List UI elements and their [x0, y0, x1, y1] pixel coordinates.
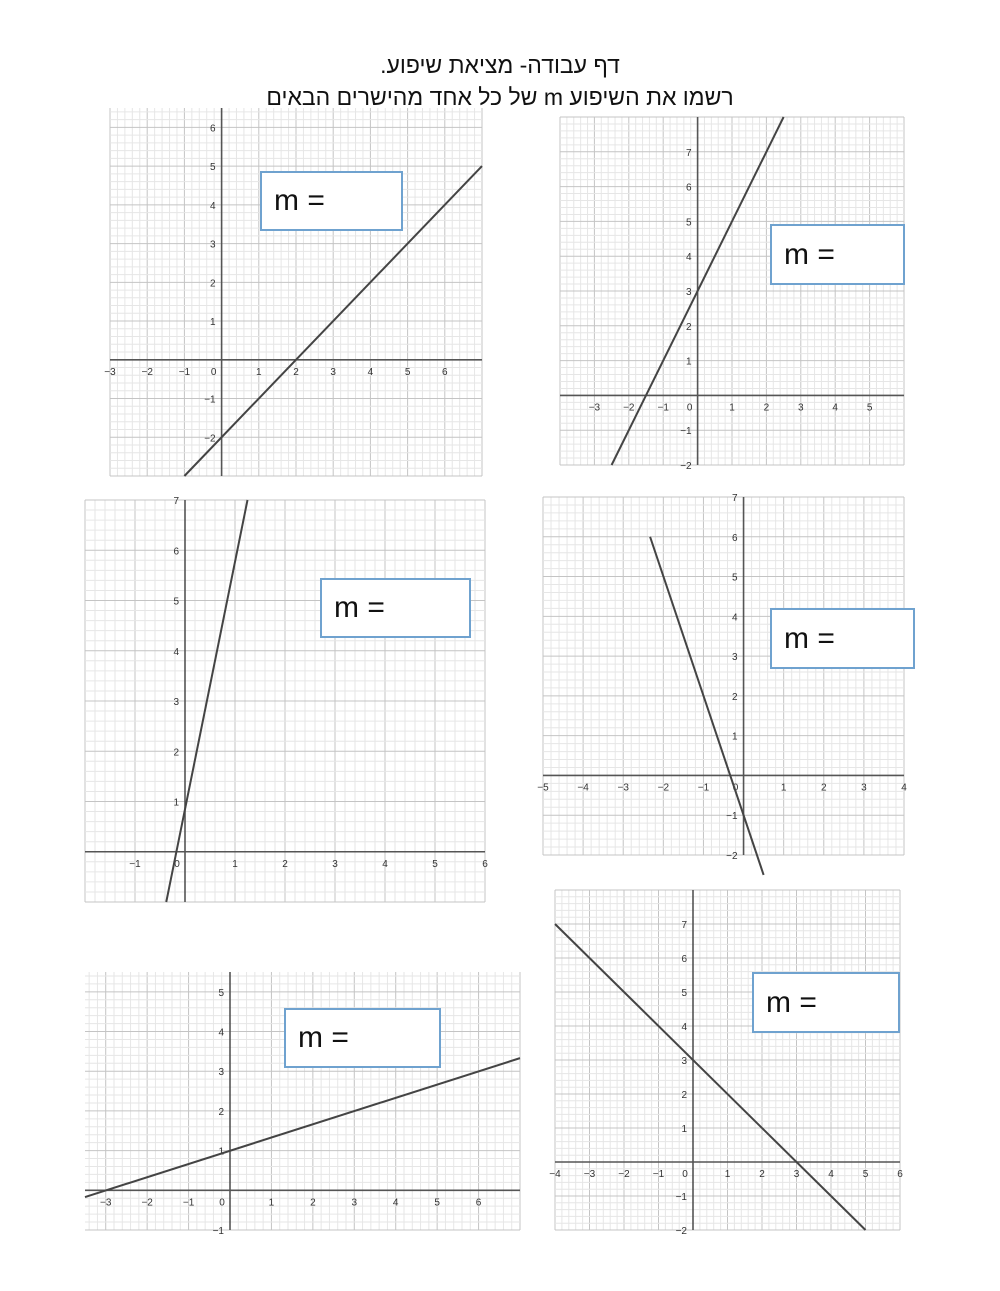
y-tick-label: 2	[210, 278, 216, 290]
x-tick-label: −1	[697, 782, 710, 794]
x-tick-label: −1	[657, 402, 669, 414]
answer-label: m =	[784, 621, 835, 655]
y-tick-label: 6	[731, 532, 738, 544]
x-tick-label: 4	[901, 782, 907, 794]
y-tick-label: 6	[210, 123, 216, 135]
y-tick-label: 1	[210, 317, 216, 329]
y-tick-label: 1	[173, 797, 179, 809]
x-tick-label: 6	[442, 366, 448, 378]
x-tick-label: 2	[293, 366, 299, 378]
y-tick-label: 3	[210, 239, 216, 251]
x-tick-label: −3	[583, 1169, 596, 1180]
x-tick-label: 0	[686, 402, 693, 414]
x-tick-label: −1	[652, 1169, 665, 1180]
y-tick-label: 2	[218, 1106, 224, 1118]
x-tick-label: −3	[100, 1197, 112, 1209]
graph-2	[560, 117, 904, 472]
x-tick-label: 4	[832, 402, 838, 414]
x-tick-label: 1	[724, 1169, 731, 1180]
x-tick-label: 6	[482, 858, 488, 870]
y-tick-label: 7	[173, 496, 179, 507]
x-tick-label: 4	[392, 1197, 399, 1209]
x-tick-label: 2	[820, 782, 827, 794]
x-tick-label: 4	[828, 1169, 834, 1180]
answer-box-3[interactable]	[320, 578, 471, 638]
x-tick-label: 4	[367, 366, 374, 378]
y-tick-label: −1	[680, 426, 692, 438]
y-tick-label: 1	[686, 356, 692, 368]
x-tick-label: 4	[382, 858, 388, 870]
x-tick-label: −2	[141, 1197, 153, 1209]
y-tick-label: −2	[726, 851, 738, 862]
x-tick-label: 5	[866, 402, 873, 414]
x-tick-label: −1	[182, 1197, 195, 1209]
y-tick-label: 5	[681, 988, 687, 999]
x-tick-label: 1	[780, 782, 787, 794]
answer-label: m =	[298, 1021, 349, 1054]
y-tick-label: 6	[686, 182, 692, 194]
x-tick-label: 0	[732, 782, 739, 794]
x-tick-label: 2	[282, 858, 288, 870]
x-tick-label: −2	[618, 1169, 630, 1180]
series-line	[555, 924, 866, 1230]
x-tick-label: 5	[862, 1169, 869, 1180]
x-tick-label: 0	[210, 366, 217, 378]
x-tick-label: 3	[330, 366, 336, 378]
y-tick-label: 4	[686, 252, 692, 264]
y-tick-label: 6	[681, 954, 687, 965]
y-tick-label: 2	[731, 691, 738, 703]
x-tick-label: 3	[861, 782, 867, 794]
answer-box-5[interactable]	[284, 1008, 441, 1068]
y-tick-label: −2	[675, 1226, 687, 1237]
y-tick-label: 3	[218, 1067, 224, 1079]
graph-4	[537, 493, 907, 862]
x-tick-label: 1	[256, 366, 262, 378]
graph-svg	[537, 493, 907, 862]
x-tick-label: 0	[682, 1169, 688, 1180]
y-tick-label: 1	[681, 1124, 687, 1135]
y-tick-label: 5	[210, 162, 216, 174]
y-tick-label: 7	[686, 147, 692, 159]
x-tick-label: 3	[798, 402, 804, 414]
y-tick-label: −1	[204, 394, 216, 406]
y-tick-label: −2	[680, 461, 692, 472]
x-tick-label: 5	[434, 1197, 440, 1209]
x-tick-label: 3	[793, 1169, 800, 1180]
y-tick-label: 3	[681, 1056, 687, 1067]
y-tick-label: 4	[731, 612, 738, 624]
page-title: דף עבודה- מציאת שיפוע.	[380, 52, 620, 78]
answer-label: m =	[766, 985, 817, 1019]
graph-3	[85, 496, 488, 902]
x-tick-label: −4	[549, 1169, 561, 1180]
x-tick-label: −2	[141, 366, 153, 378]
graph-svg	[549, 890, 903, 1237]
y-tick-label: 5	[173, 596, 179, 608]
y-tick-label: 3	[731, 652, 738, 664]
x-tick-label: 3	[351, 1197, 358, 1209]
x-tick-label: 2	[310, 1197, 316, 1209]
graph-svg	[85, 496, 488, 902]
answer-label: m =	[784, 237, 835, 271]
y-tick-label: 4	[210, 200, 216, 212]
y-tick-label: 2	[686, 321, 692, 333]
x-tick-label: 6	[897, 1169, 903, 1180]
x-tick-label: −5	[537, 782, 549, 794]
x-tick-label: 1	[232, 858, 238, 870]
x-tick-label: −3	[588, 402, 601, 414]
answer-label: m =	[334, 591, 385, 624]
x-tick-label: 0	[174, 858, 180, 870]
y-tick-label: 6	[173, 546, 179, 558]
y-tick-label: 7	[681, 920, 687, 931]
answer-box-4[interactable]	[770, 608, 915, 669]
answer-box-6[interactable]	[752, 972, 900, 1033]
x-tick-label: −1	[129, 858, 141, 870]
graph-svg	[560, 117, 904, 472]
y-tick-label: 5	[731, 572, 738, 584]
y-tick-label: 4	[681, 1022, 687, 1033]
series-line	[650, 537, 764, 875]
y-tick-label: 4	[218, 1027, 224, 1039]
graph-6	[549, 890, 903, 1237]
x-tick-label: 2	[763, 402, 770, 414]
x-tick-label: −1	[178, 366, 191, 378]
instruction-text: רשמו את השיפוע m של כל אחד מהישרים הבאים	[266, 84, 734, 110]
x-tick-label: −4	[577, 782, 589, 794]
y-tick-label: 5	[218, 987, 224, 999]
y-tick-label: 1	[218, 1146, 224, 1158]
x-tick-label: 0	[219, 1197, 225, 1209]
y-tick-label: −1	[675, 1192, 687, 1203]
y-tick-label: 3	[173, 697, 179, 708]
x-tick-label: −2	[657, 782, 670, 794]
x-tick-label: 5	[404, 366, 411, 378]
x-tick-label: 3	[332, 858, 338, 870]
y-tick-label: 2	[681, 1090, 687, 1101]
y-tick-label: 5	[686, 217, 692, 229]
y-tick-label: −1	[726, 811, 738, 823]
y-tick-label: 3	[686, 287, 692, 298]
answer-box-2[interactable]	[770, 224, 905, 285]
x-tick-label: −3	[104, 366, 116, 378]
graph-svg	[104, 108, 482, 476]
answer-box-1[interactable]	[260, 171, 403, 231]
graph-1	[104, 108, 482, 476]
y-tick-label: 4	[173, 646, 179, 658]
x-tick-label: −3	[617, 782, 629, 794]
y-tick-label: −2	[204, 433, 216, 445]
x-tick-label: 1	[729, 402, 735, 414]
y-tick-label: 2	[173, 747, 179, 759]
answer-label: m =	[274, 184, 325, 217]
x-tick-label: 2	[759, 1169, 765, 1180]
x-tick-label: 5	[432, 858, 438, 870]
y-tick-label: −1	[212, 1226, 224, 1237]
x-tick-label: 1	[268, 1197, 275, 1209]
y-tick-label: 1	[731, 731, 738, 743]
y-tick-label: 7	[731, 493, 738, 504]
x-tick-label: −2	[623, 402, 635, 414]
x-tick-label: 6	[475, 1197, 482, 1209]
